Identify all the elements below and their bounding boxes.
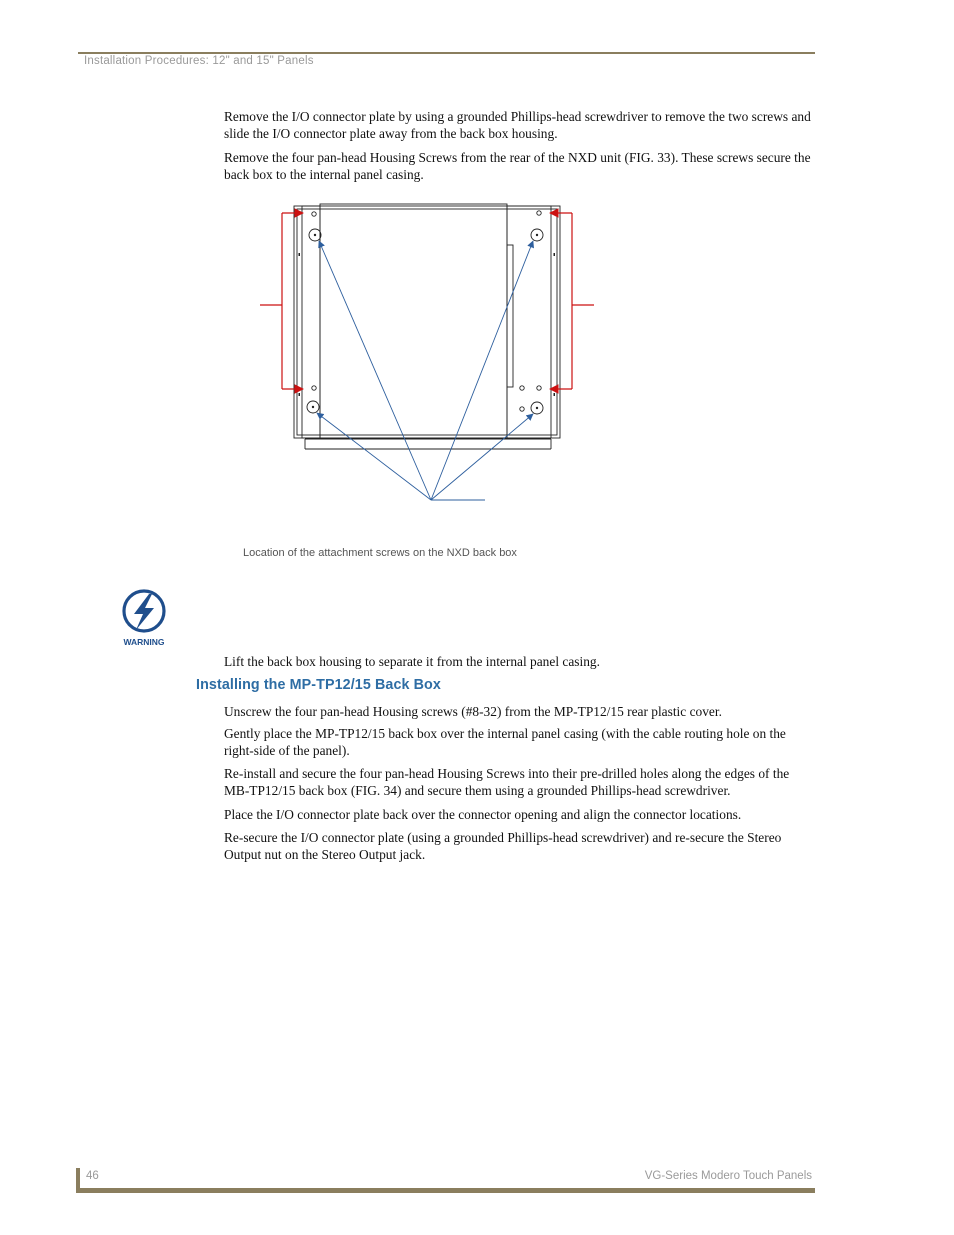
warning-lightning-icon	[118, 588, 170, 650]
back-box-diagram	[255, 195, 600, 505]
step-remove-io-plate: Remove the I/O connector plate by using a grounded Phillips-head screwdriver to remove the two screws and slide the I/O connector plate away from the back box housing.	[224, 109, 811, 142]
footer-rule	[76, 1188, 815, 1193]
warning-label: WARNING	[123, 637, 165, 647]
running-header: Installation Procedures: 12" and 15" Panels	[84, 55, 314, 67]
footer-doc-title: VG-Series Modero Touch Panels	[644, 1170, 812, 1182]
step-resecure-io-plate: Re-secure the I/O connector plate (using a grounded Phillips-head screwdriver) and re-secure the Stereo Output nut on the Stereo Output jack.	[224, 830, 782, 863]
step-place-io-plate: Place the I/O connector plate back over the connector opening and align the connector locations.	[224, 807, 742, 822]
figure-caption: Location of the attachment screws on the NXD back box	[243, 547, 517, 559]
step-lift-back-box: Lift the back box housing to separate it from the internal panel casing.	[224, 654, 600, 669]
page-number: 46	[86, 1170, 99, 1182]
step-unscrew-housing: Unscrew the four pan-head Housing screws (#8-32) from the MP-TP12/15 rear plastic cover.	[224, 704, 722, 719]
step-reinstall-screws: Re-install and secure the four pan-head Housing Screws into their pre-drilled holes along the edges of the MB-TP12/15 back box (FIG. 34) and secure them using a grounded Phillips-head screwdriver.	[224, 766, 790, 799]
step-remove-housing-screws: Remove the four pan-head Housing Screws from the rear of the NXD unit (FIG. 33). These screws secure the back box to the internal panel casing.	[224, 150, 811, 183]
step-place-back-box: Gently place the MP-TP12/15 back box over the internal panel casing (with the cable routing hole on the right-side of the panel).	[224, 726, 786, 759]
header-rule	[78, 52, 815, 54]
section-heading: Installing the MP-TP12/15 Back Box	[196, 677, 441, 693]
